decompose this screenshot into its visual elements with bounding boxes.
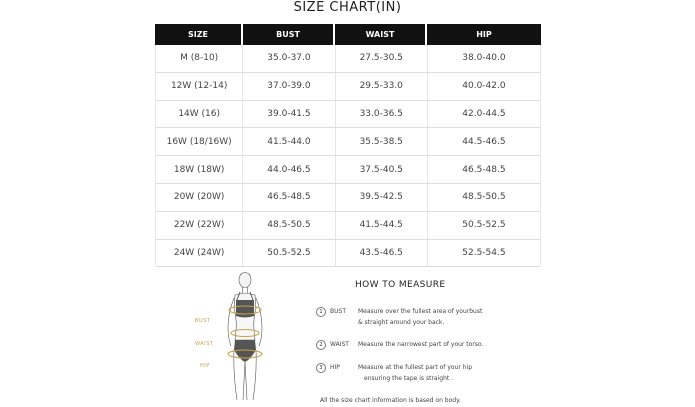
header-hip: HIP [427,24,541,45]
table-cell: 39.0-41.5 [243,101,335,128]
how-to-measure-title: HOW TO MEASURE [355,280,446,290]
step-text-waist: Measure the narrowest part of your torso. [358,341,484,348]
table-cell: 12W (12-14) [156,73,243,100]
step-number-3: 3 [316,363,326,373]
table-cell: 22W (22W) [156,212,243,239]
size-chart-table [155,24,541,267]
footnote: All the size chart information is based on body. [320,397,461,404]
table-cell: 37.0-39.0 [243,73,335,100]
table-cell: 38.0-40.0 [462,53,506,64]
table-cell: 42.0-44.5 [462,108,506,119]
table-header [155,24,541,45]
table-cell: 48.5-50.5 [462,192,506,203]
table-cell: 24W (24W) [156,240,243,267]
figure-label-bust: BUST [195,318,211,324]
step-name-bust: BUST [330,308,346,315]
table-cell: 48.5-50.5 [243,212,335,239]
table-cell: 46.5-48.5 [243,184,335,211]
figure-label-waist: WAIST [195,341,214,347]
table-cell: 16W (18/16W) [156,128,243,155]
step-text-hip: Measure at the fullest part of your hip [358,364,473,371]
table-cell: 29.5-33.0 [336,73,428,100]
page-title: SIZE CHART(IN) [293,0,402,15]
table-row [156,101,540,129]
header-bust: BUST [243,24,333,45]
table-row [156,73,540,101]
table-cell: 50.5-52.5 [243,240,335,267]
table-row [156,45,540,73]
table-cell: 41.5-44.0 [243,128,335,155]
table-cell: 33.0-36.5 [336,101,428,128]
step-text-hip-2: ensuring the tape is straight . [364,375,454,382]
table-cell: 44.5-46.5 [462,136,506,147]
header-waist: WAIST [335,24,425,45]
step-name-hip: HIP [330,364,340,371]
step-name-waist: WAIST [330,341,349,348]
table-cell: 52.5-54.5 [462,247,506,258]
table-cell: 40.0-42.0 [462,81,506,92]
table-body [155,45,541,267]
body-silhouette-icon [190,268,320,403]
table-row [156,128,540,156]
table-cell: 46.5-48.5 [462,164,506,175]
table-cell: 20W (20W) [156,184,243,211]
table-cell: 18W (18W) [156,156,243,183]
step-number-2: 2 [316,340,326,350]
table-cell: 41.5-44.5 [336,212,428,239]
measurement-figure [190,268,320,403]
table-cell: 44.0-46.5 [243,156,335,183]
table-cell: 37.5-40.5 [336,156,428,183]
table-row [156,184,540,212]
header-size: SIZE [155,24,241,45]
step-text-bust: Measure over the fullest area of yourbust [358,308,483,315]
step-number-1: 1 [316,307,326,317]
table-cell: 27.5-30.5 [336,45,428,72]
table-row [156,240,540,268]
table-row [156,156,540,184]
table-cell: 39.5-42.5 [336,184,428,211]
table-cell: 43.5-46.5 [336,240,428,267]
table-cell: 35.5-38.5 [336,128,428,155]
table-cell: 35.0-37.0 [243,45,335,72]
step-text-bust-2: & straight around your back. [358,319,445,326]
table-cell: 14W (16) [156,101,243,128]
table-row [156,212,540,240]
figure-label-hip: HIP [200,363,210,369]
table-cell: 50.5-52.5 [462,220,506,231]
table-cell: M (8-10) [156,45,243,72]
